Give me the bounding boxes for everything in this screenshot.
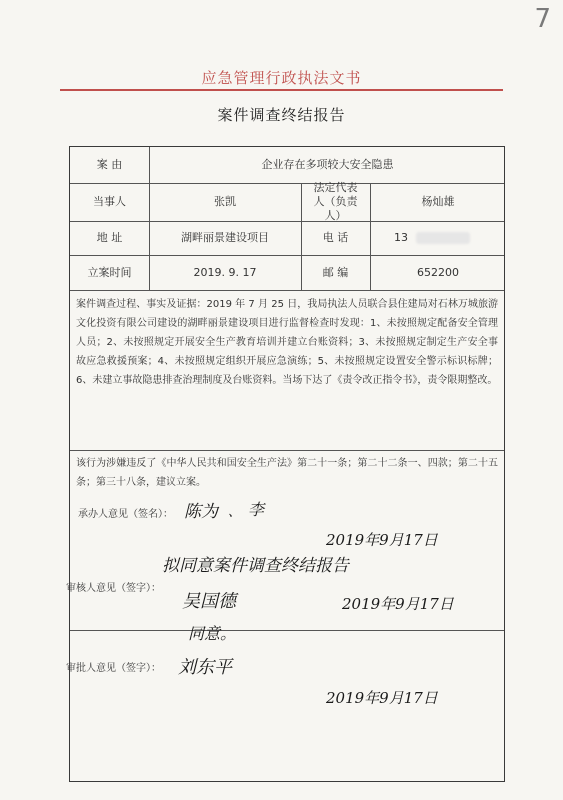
approver-date: 2019年9月17日 xyxy=(326,689,438,707)
reviewer-date: 2019年9月17日 xyxy=(342,595,454,613)
address-value: 湖畔丽景建设项目 xyxy=(181,231,269,244)
row-divider xyxy=(70,450,504,451)
agency-document-title: 应急管理行政执法文书 xyxy=(201,69,362,87)
phone-number-visible: 13 xyxy=(394,231,408,244)
redacted-phone-mask xyxy=(416,232,470,244)
reviewer-label: 审核人意见（签字）： xyxy=(66,583,161,594)
approver-signature: 刘东平 xyxy=(178,657,232,678)
party-label: 当事人 xyxy=(93,195,126,208)
approver-opinion: 同意。 xyxy=(188,624,237,643)
filing-time-value: 2019. 9. 17 xyxy=(193,265,257,279)
phone-value xyxy=(370,221,506,255)
reviewer-opinion: 拟同意案件调查终结报告 xyxy=(162,556,349,576)
party-value: 张凯 xyxy=(214,195,236,208)
legal-rep-value: 杨灿雄 xyxy=(421,195,455,208)
violation-text: 该行为涉嫌违反了《中华人民共和国安全生产法》第二十一条；第二十二条一、四款；第二十五条；第三十八条，建议立案。 xyxy=(76,458,498,488)
handler-signature-1: 陈为 xyxy=(184,502,218,522)
postcode-value: 652200 xyxy=(417,265,459,279)
legal-rep-label: 法定代表人（负责人） xyxy=(313,181,358,222)
investigation-text: 案件调查过程、事实及证据：2019 年 7 月 25 日，我局执法人员联合县住建局对石林万城旅游文化投资有限公司建设的湖畔丽景建设项目进行监督检查时发现：1、未按照规定配备安全管理人员；2、未按照规定开展安全生产教育培训并建立台账资料；3、未按照规定制定生产安全事故应急救援预案；4、未按照规定组织开展应急演练；5、未按照规定设置安全警示标识标牌；6、未建立事故隐患排查治理制度及台账资料。当场下达了《责令改正指令书》，责令限期整改。 xyxy=(76,299,498,386)
row-divider xyxy=(70,290,504,291)
row-divider xyxy=(70,630,504,631)
red-divider-line xyxy=(60,89,503,91)
filing-time-label: 立案时间 xyxy=(87,265,132,279)
handler-label: 承办人意见（签名）： xyxy=(78,509,173,520)
address-label: 地 址 xyxy=(96,231,123,244)
handler-separator: 、 xyxy=(228,505,242,520)
handler-signature-2: 李 xyxy=(248,500,265,519)
case-label: 案 由 xyxy=(96,158,123,171)
report-form-table xyxy=(66,146,505,782)
reviewer-signature: 吴国德 xyxy=(182,591,236,612)
approver-label: 审批人意见（签字）： xyxy=(66,663,161,674)
handler-date: 2019年9月17日 xyxy=(326,531,438,549)
page-number: 7 xyxy=(534,4,551,34)
postcode-label: 邮 编 xyxy=(322,265,349,279)
phone-label: 电 话 xyxy=(322,231,349,244)
report-title: 案件调查终结报告 xyxy=(217,106,346,124)
case-value: 企业存在多项较大安全隐患 xyxy=(261,158,394,171)
